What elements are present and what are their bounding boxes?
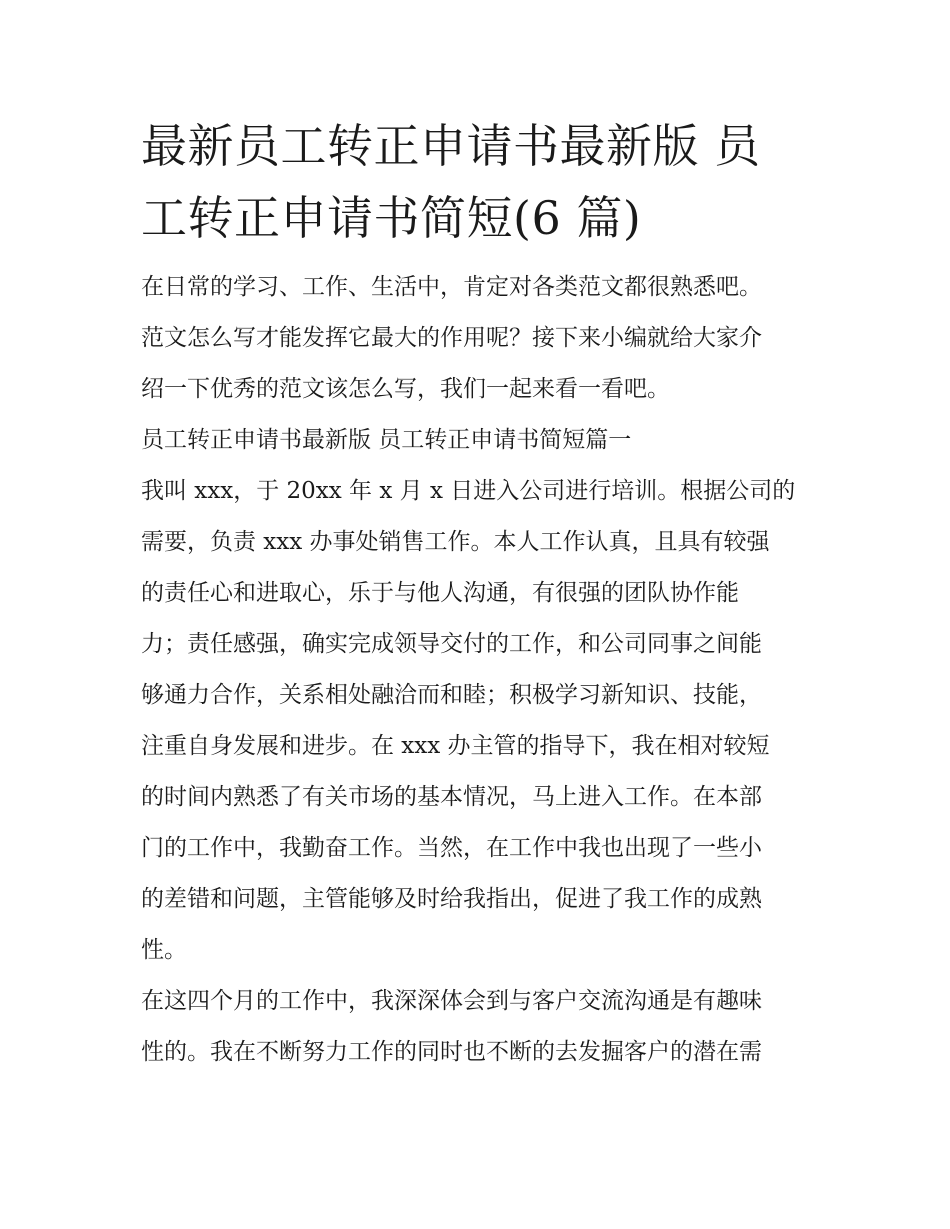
paragraph-line: 门的工作中，我勤奋工作。当然，在工作中我也出现了一些小 bbox=[141, 835, 762, 861]
section-heading bbox=[141, 415, 811, 466]
title-line-2: 工转正申请书简短(6 篇) bbox=[141, 191, 642, 245]
intro-line: 在日常的学习、工作、生活中，肯定对各类范文都很熟悉吧。 bbox=[141, 274, 762, 300]
intro-paragraph bbox=[141, 262, 811, 415]
paragraph-line: 性的。我在不断努力工作的同时也不断的去发掘客户的潜在需 bbox=[141, 1039, 762, 1065]
paragraph-line: 的时间内熟悉了有关市场的基本情况，马上进入工作。在本部 bbox=[141, 784, 762, 810]
paragraph-line: 力；责任感强，确实完成领导交付的工作，和公司同事之间能 bbox=[141, 631, 762, 657]
paragraph-line: 需要，负责 xxx 办事处销售工作。本人工作认真，且具有较强 bbox=[141, 529, 770, 555]
section-heading-text: 员工转正申请书最新版 员工转正申请书简短篇一 bbox=[141, 427, 632, 453]
paragraph-line: 我叫 xxx，于 20xx 年 x 月 x 日进入公司进行培训。根据公司的 bbox=[141, 478, 796, 504]
paragraph-line: 在这四个月的工作中，我深深体会到与客户交流沟通是有趣味 bbox=[141, 988, 762, 1014]
document-title bbox=[141, 110, 811, 254]
body-paragraph-2 bbox=[141, 976, 811, 1078]
paragraph-line: 性。 bbox=[141, 937, 187, 963]
body-paragraph-1 bbox=[141, 466, 811, 976]
intro-line: 绍一下优秀的范文该怎么写，我们一起来看一看吧。 bbox=[141, 376, 670, 402]
paragraph-line: 注重自身发展和进步。在 xxx 办主管的指导下，我在相对较短 bbox=[141, 733, 770, 759]
title-line-1: 最新员工转正申请书最新版 员 bbox=[141, 119, 761, 173]
intro-line: 范文怎么写才能发挥它最大的作用呢？接下来小编就给大家介 bbox=[141, 325, 762, 351]
paragraph-line: 够通力合作，关系相处融洽而和睦；积极学习新知识、技能， bbox=[141, 682, 762, 708]
paragraph-line: 的责任心和进取心，乐于与他人沟通，有很强的团队协作能 bbox=[141, 580, 739, 606]
paragraph-line: 的差错和问题，主管能够及时给我指出，促进了我工作的成熟 bbox=[141, 886, 762, 912]
document-content bbox=[141, 110, 811, 1078]
